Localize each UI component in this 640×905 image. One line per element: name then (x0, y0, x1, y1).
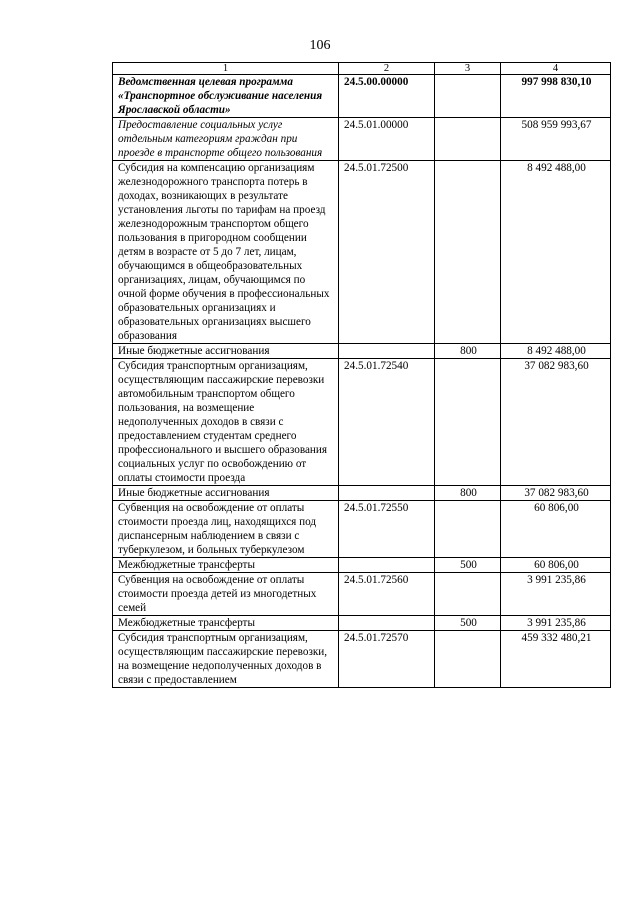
row-description: Субсидия на компенсацию организациям железнодорожного транспорта потерь в доходах, возникающих в результате установления льготы по тарифам на проезд железнодорожным транспортом общего пользования в пригородном сообщении детям в возрасте от 5 до 7 лет, лицам, обучающимся в общеобразовательных организациях, лицам, обучающимся по очной форме обучения в профессиональных образовательных организациях и образовательных организациях высшего образования (113, 161, 339, 344)
row-target-code (339, 558, 435, 573)
row-expense-group (435, 118, 501, 161)
row-target-code (339, 344, 435, 359)
row-expense-group: 500 (435, 616, 501, 631)
row-target-code (339, 616, 435, 631)
column-number-1: 1 (113, 63, 339, 75)
table-row (113, 573, 611, 616)
table-row (113, 161, 611, 344)
table-row (113, 616, 611, 631)
row-expense-group: 800 (435, 486, 501, 501)
row-target-code: 24.5.00.00000 (339, 75, 435, 118)
row-expense-group: 800 (435, 344, 501, 359)
row-amount: 459 332 480,21 (501, 631, 611, 688)
row-expense-group (435, 573, 501, 616)
row-description: Иные бюджетные ассигнования (113, 344, 339, 359)
row-description: Субвенция на освобождение от оплаты стоимости проезда детей из многодетных семей (113, 573, 339, 616)
row-description: Иные бюджетные ассигнования (113, 486, 339, 501)
column-number-4: 4 (501, 63, 611, 75)
row-target-code: 24.5.01.72500 (339, 161, 435, 344)
table-row (113, 501, 611, 558)
table-row (113, 631, 611, 688)
row-description: Ведомственная целевая программа «Транспортное обслуживание населения Ярославской области» (113, 75, 339, 118)
row-description: Предоставление социальных услуг отдельным категориям граждан при проезде в транспорте общего пользования (113, 118, 339, 161)
row-amount: 8 492 488,00 (501, 161, 611, 344)
row-expense-group (435, 75, 501, 118)
row-amount: 37 082 983,60 (501, 486, 611, 501)
row-target-code: 24.5.01.72540 (339, 359, 435, 486)
row-description: Межбюджетные трансферты (113, 616, 339, 631)
row-description: Межбюджетные трансферты (113, 558, 339, 573)
column-number-2: 2 (339, 63, 435, 75)
column-number-header (113, 63, 611, 75)
table-row (113, 118, 611, 161)
table-row (113, 558, 611, 573)
row-target-code: 24.5.01.00000 (339, 118, 435, 161)
table-row (113, 359, 611, 486)
row-description: Субвенция на освобождение от оплаты стоимости проезда лиц, находящихся под диспансерным наблюдением в связи с туберкулезом, и больных туберкулезом (113, 501, 339, 558)
table-row (113, 486, 611, 501)
row-target-code: 24.5.01.72570 (339, 631, 435, 688)
row-amount: 3 991 235,86 (501, 616, 611, 631)
budget-table (112, 62, 611, 688)
row-amount: 508 959 993,67 (501, 118, 611, 161)
row-description: Субсидия транспортным организациям, осуществляющим пассажирские перевозки, на возмещение недополученных доходов в связи с предоставлением (113, 631, 339, 688)
page-number: 106 (309, 38, 331, 53)
row-amount: 997 998 830,10 (501, 75, 611, 118)
row-amount: 3 991 235,86 (501, 573, 611, 616)
row-target-code: 24.5.01.72550 (339, 501, 435, 558)
row-expense-group (435, 359, 501, 486)
row-target-code: 24.5.01.72560 (339, 573, 435, 616)
table-row (113, 75, 611, 118)
row-amount: 60 806,00 (501, 501, 611, 558)
column-number-3: 3 (435, 63, 501, 75)
row-amount: 60 806,00 (501, 558, 611, 573)
row-expense-group (435, 501, 501, 558)
row-amount: 37 082 983,60 (501, 359, 611, 486)
row-expense-group (435, 161, 501, 344)
row-expense-group (435, 631, 501, 688)
row-amount: 8 492 488,00 (501, 344, 611, 359)
row-description: Субсидия транспортным организациям, осуществляющим пассажирские перевозки автомобильным транспортом общего пользования, на возмещение недополученных доходов в связи с предоставлением студентам среднего профессионального и высшего образования социальных услуг по освобождению от оплаты стоимости проезда (113, 359, 339, 486)
row-expense-group: 500 (435, 558, 501, 573)
table-row (113, 344, 611, 359)
row-target-code (339, 486, 435, 501)
